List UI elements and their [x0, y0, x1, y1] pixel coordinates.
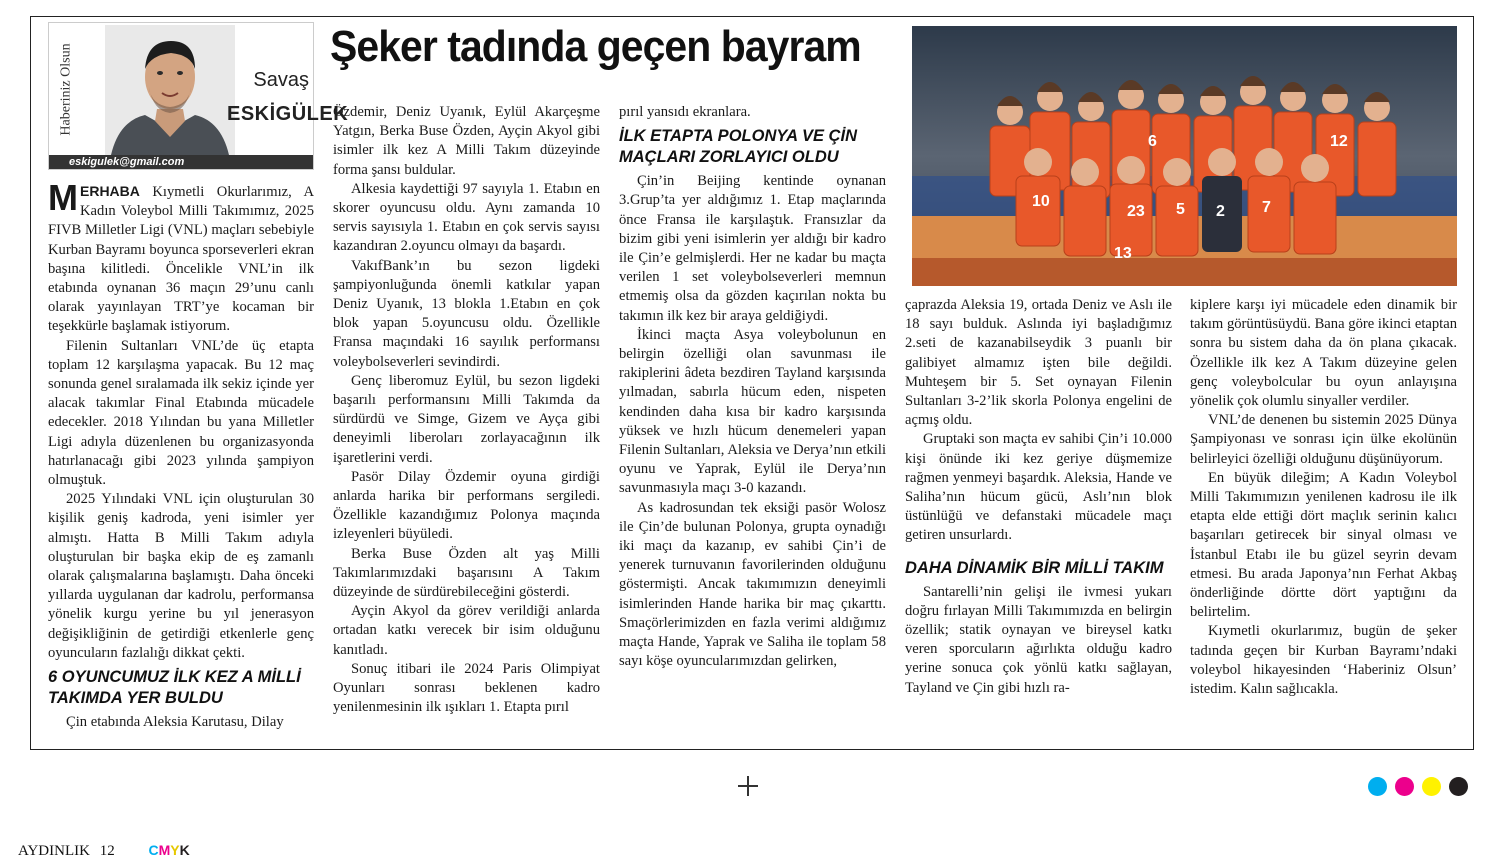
cmyk-y: Y	[170, 842, 180, 858]
registration-dot-icon	[1395, 777, 1414, 796]
subheading: DAHA DİNAMİK BİR MİLLİ TAKIM	[905, 558, 1164, 577]
author-box	[48, 22, 349, 170]
paragraph: Santarelli’nin gelişi ile ivmesi yukarı doğru fırlayan Milli Takımımızda en belirgin özellik; statik oynayan ve bireysel katkı veren sporcuların ağırlıkta olduğu kadro yerine sonuca çok yönlü katkı sağlayan, Tayland ve Çin gibi hızlı ra-	[905, 583, 1172, 696]
subheading: İLK ETAPTA POLONYA VE ÇİN MAÇLARI ZORLAYICI OLDU	[619, 127, 858, 167]
crosshair-icon	[738, 776, 758, 796]
svg-text:23: 23	[1127, 203, 1145, 220]
team-photo	[912, 26, 1457, 286]
paragraph: Pasör Dilay Özdemir oyuna girdiği anlarda harika bir performans sergiledi. Özellikle kazandığımız Polonya maçında izleyenleri büyüledi.	[333, 468, 600, 543]
paragraph: En büyük dileğim; A Kadın Voleybol Milli Takımımızın yenilenen kadrosu ile ilk etapta elde ettiği dört maçlık serinin kalıcı başarıları getirecek bir sinyal olması ve İstanbul Etabı ile bu güzel seyrin devam etmesi. Bu arada Japonya’nın Ferhat Akbaş önderliğinde dörtte dört yaptığını da belirtelim.	[1190, 469, 1457, 621]
article-column-2	[333, 103, 600, 718]
paragraph: Alkesia kaydettiği 97 sayıyla 1. Etabın en skorer oyuncusu oldu. Aynı zamanda 10 servis sayısıyla 1. Etabın en çok servis sayısı kazandıran 2.oyuncu olmayı da başardı.	[333, 180, 600, 255]
paragraph: VakıfBank’ın bu sezon ligdeki şampiyonluğunda önemli katkılar yapan Deniz Uyanık, 13 blokla 1.Etabın en çok blok yapan 5.oyuncusu oldu. Özellikle Fransa maçındaki 16 sayılık performansı voleybolseverleri sevindirdi.	[333, 257, 600, 370]
paragraph: pırıl yansıdı ekranlara.	[619, 104, 751, 120]
headline: Şeker tadında geçen bayram	[330, 22, 861, 71]
cmyk-m: M	[158, 842, 171, 858]
paragraph: Çin etabında Aleksia Karutasu, Dilay	[66, 714, 284, 731]
svg-text:10: 10	[1032, 193, 1050, 210]
paragraph: İkinci maçta Asya voleybolunun en belirgin özelliği olan savunması ile rakiplerini âdeta bezdiren Tayland karşısında yılmadan, sabırla hücum eden, nispeten kendinden daha kısa bir kadro karşısında yüksek ve hızlı hücum denemeleri yapan Filenin Sultanları, Aleksia ve Derya’nın etkili oyunu ve Yaprak, Eylül ile Derya’nın savunmasıyla maçı 3-0 kazandı.	[619, 326, 886, 497]
cmyk-k: K	[179, 842, 190, 858]
author-email[interactable]: eskigulek@gmail.com	[49, 155, 313, 169]
paper-name: AYDINLIK	[18, 843, 90, 859]
svg-text:5: 5	[1176, 201, 1185, 218]
leadin: ERHABA	[80, 183, 140, 199]
author-first-name: Savaş	[253, 69, 309, 91]
paragraph: çaprazda Aleksia 19, ortada Deniz ve Aslı ile 18 sayı bulduk. Aslında iyi başladığımız 2.seti de kazanabilseydik 3 puanlı bir galibiyet almamız işten bile değildi. Muhteşem bir 5. Set oynayan Filenin Sultanları 3-2’lik skorla Polonya engelini de açmış oldu.	[905, 297, 1172, 429]
paragraph: Gruptaki son maçta ev sahibi Çin’i 10.000 kişi önünde iki kez geriye düşmemize rağmen yenmeyi başardık. Aleksia, Hande ve Saliha’nın hücum gücü, Aslı’nın blok üstünlüğü ve defanstaki mücadele maçı getiren unsurlardı.	[905, 431, 1172, 544]
article-column-5	[1190, 296, 1457, 699]
registration-dots	[1368, 777, 1468, 796]
svg-text:12: 12	[1330, 133, 1348, 150]
column-name-vertical	[49, 23, 83, 155]
registration-dot-icon	[1422, 777, 1441, 796]
paragraph	[48, 177, 314, 337]
paragraph: Filenin Sultanları VNL’de üç etapta toplam 12 karşılaşma yapacak. Bu 12 maç sonunda genel sıralamada ilk sekiz içinde yer alacak takımlar Final Etabında mücadele edecekler. 2018 Yılından bu yana Milletler Ligi adıyla düzenlenen bu organizasyonda hatırlanacağı gibi 2023 yılında şampiyon olmuştuk.	[48, 337, 314, 489]
paragraph: Özdemir, Deniz Uyanık, Eylül Akarçeşme Yatgın, Berka Buse Özden, Ayçin Akyol gibi isimler ilk kez A Milli Takım düzeyinde forma şansı buldular.	[333, 104, 600, 178]
paragraph: Berka Buse Özden alt yaş Milli Takımlarımızdaki başarısını A Takım düzeyinde de sürdürebileceğini gösterdi.	[333, 545, 600, 601]
paragraph-text: Kıymetli Okurlarımız, A Kadın Voleybol Milli Takımımız, 2025 FIVB Milletler Ligi (VNL) maçları sebebiyle Kurban Bayramı boyunca sporseverleri ekran başına kilitledi. Öncelikle VNL’in ilk etabında oynanan 36 maçın 29’unu canlı olarak yayınlayan TRT’ye kocaman bir teşekkürle başlamak istiyorum.	[48, 184, 314, 335]
paragraph: Çin’in Beijing kentinde oynanan 3.Grup’ta yer aldığımız 1. Etap maçlarında önce Fransa ile karşılaştık. Fransızlar da bizim gibi yeni isimlerin yer aldığı bir kadro ile Çin’e gelmişlerdi. Her ne kadar bu maçta verilen 1 set voleybolseverleri memnun etmemiş olsa da gözden kaçırılan nokta bu takımın ilk kez bir araya geldiğiydi.	[619, 173, 886, 324]
paragraph: VNL’de denenen bu sistemin 2025 Dünya Şampiyonası ve sonrası için ülke ekolünün belirleyici özelliği olduğunu düşünüyorum.	[1190, 412, 1457, 467]
svg-text:2: 2	[1216, 203, 1225, 220]
article-column-3	[619, 103, 886, 671]
paragraph: kiplere karşı iyi mücadele eden dinamik bir takım görüntüsüydü. Bana göre ikinci etaptan sonra bu sistem daha da ön plana çıkacak. Özellikle ilk kez A Takım düzeyine gelen genç voleybolcular bu oyun anlayışına yönelik çok olumlu sinyaller verdiler.	[1190, 297, 1457, 410]
svg-text:7: 7	[1262, 199, 1271, 216]
author-last-name: ESKİGÜLEK	[227, 103, 349, 125]
column-name: Haberiniz Olsun	[58, 42, 74, 136]
subheading: 6 OYUNCUMUZ İLK KEZ A MİLLİ TAKIMDA YER BULDU	[48, 668, 301, 708]
paragraph: Kıymetli okurlarımız, bugün de şeker tadında geçen bir Kurban Bayramı’ndaki voleybol hikayesinden ‘Haberiniz Olsun’ istedim. Kalın sağlıcakla.	[1190, 623, 1457, 698]
page-number: 12	[99, 843, 115, 859]
cmyk-label	[148, 842, 189, 858]
paragraph: Genç liberomuz Eylül, bu sezon ligdeki başarılı performansını Milli Takımda da sürdürdü ve Simge, Gizem ve Ayça gibi deneyimli liberoları zorlayacağının ilk işaretlerini verdi.	[333, 372, 600, 466]
registration-dot-icon	[1449, 777, 1468, 796]
paragraph: As kadrosundan tek eksiği pasör Wolosz ile Çin’de bulunan Polonya, grupta oynadığı iki maçı da kazanıp, ev sahibi Çin’i de yenerek turnuvanın favorilerinden olduğunu göstermişti. Ancak takımımızın deneyimli isimlerinden Hande harika bir maç çıkarttı. Smaçörlerimizden en fazla verimi aldığımız maçta Hande, Yaprak ve Saliha ile toplam 58 sayı köşe oyuncularımızdan gelirken,	[619, 499, 886, 670]
dropcap: M	[48, 177, 78, 218]
svg-text:13: 13	[1114, 245, 1132, 262]
paragraph: 2025 Yılındaki VNL için oluşturulan 30 kişilik geniş kadroda, yeni isimler yer almıştı. Hatta B Milli Takım adıyla oluşturulan bir başka ekip de eş zamanlı olarak çalışmalarına başlamıştı. Daha önceki yıllarda uygulanan dar kadrolu, performansa yönelik kurgu yerine bu yıl jenerasyon değişikliğinin de getirdiği etkenlerle genç oyuncuların fazlalığı dikkat çekti.	[48, 491, 314, 661]
svg-text:6: 6	[1148, 133, 1157, 150]
paragraph: Ayçin Akyol da görev verildiği anlarda ortadan katkı verecek bir isim olduğunu kanıtladı.	[333, 603, 600, 658]
article-column-1	[48, 177, 314, 732]
article-column-4	[905, 296, 1172, 698]
page-footer	[18, 842, 190, 860]
cmyk-c: C	[148, 842, 159, 858]
registration-dot-icon	[1368, 777, 1387, 796]
author-photo	[105, 25, 235, 155]
paragraph: Sonuç itibari ile 2024 Paris Olimpiyat Oyunları sonrası beklenen kadro yenilenmesinin ilk ışıkları 1. Etapta pırıl	[333, 660, 600, 716]
